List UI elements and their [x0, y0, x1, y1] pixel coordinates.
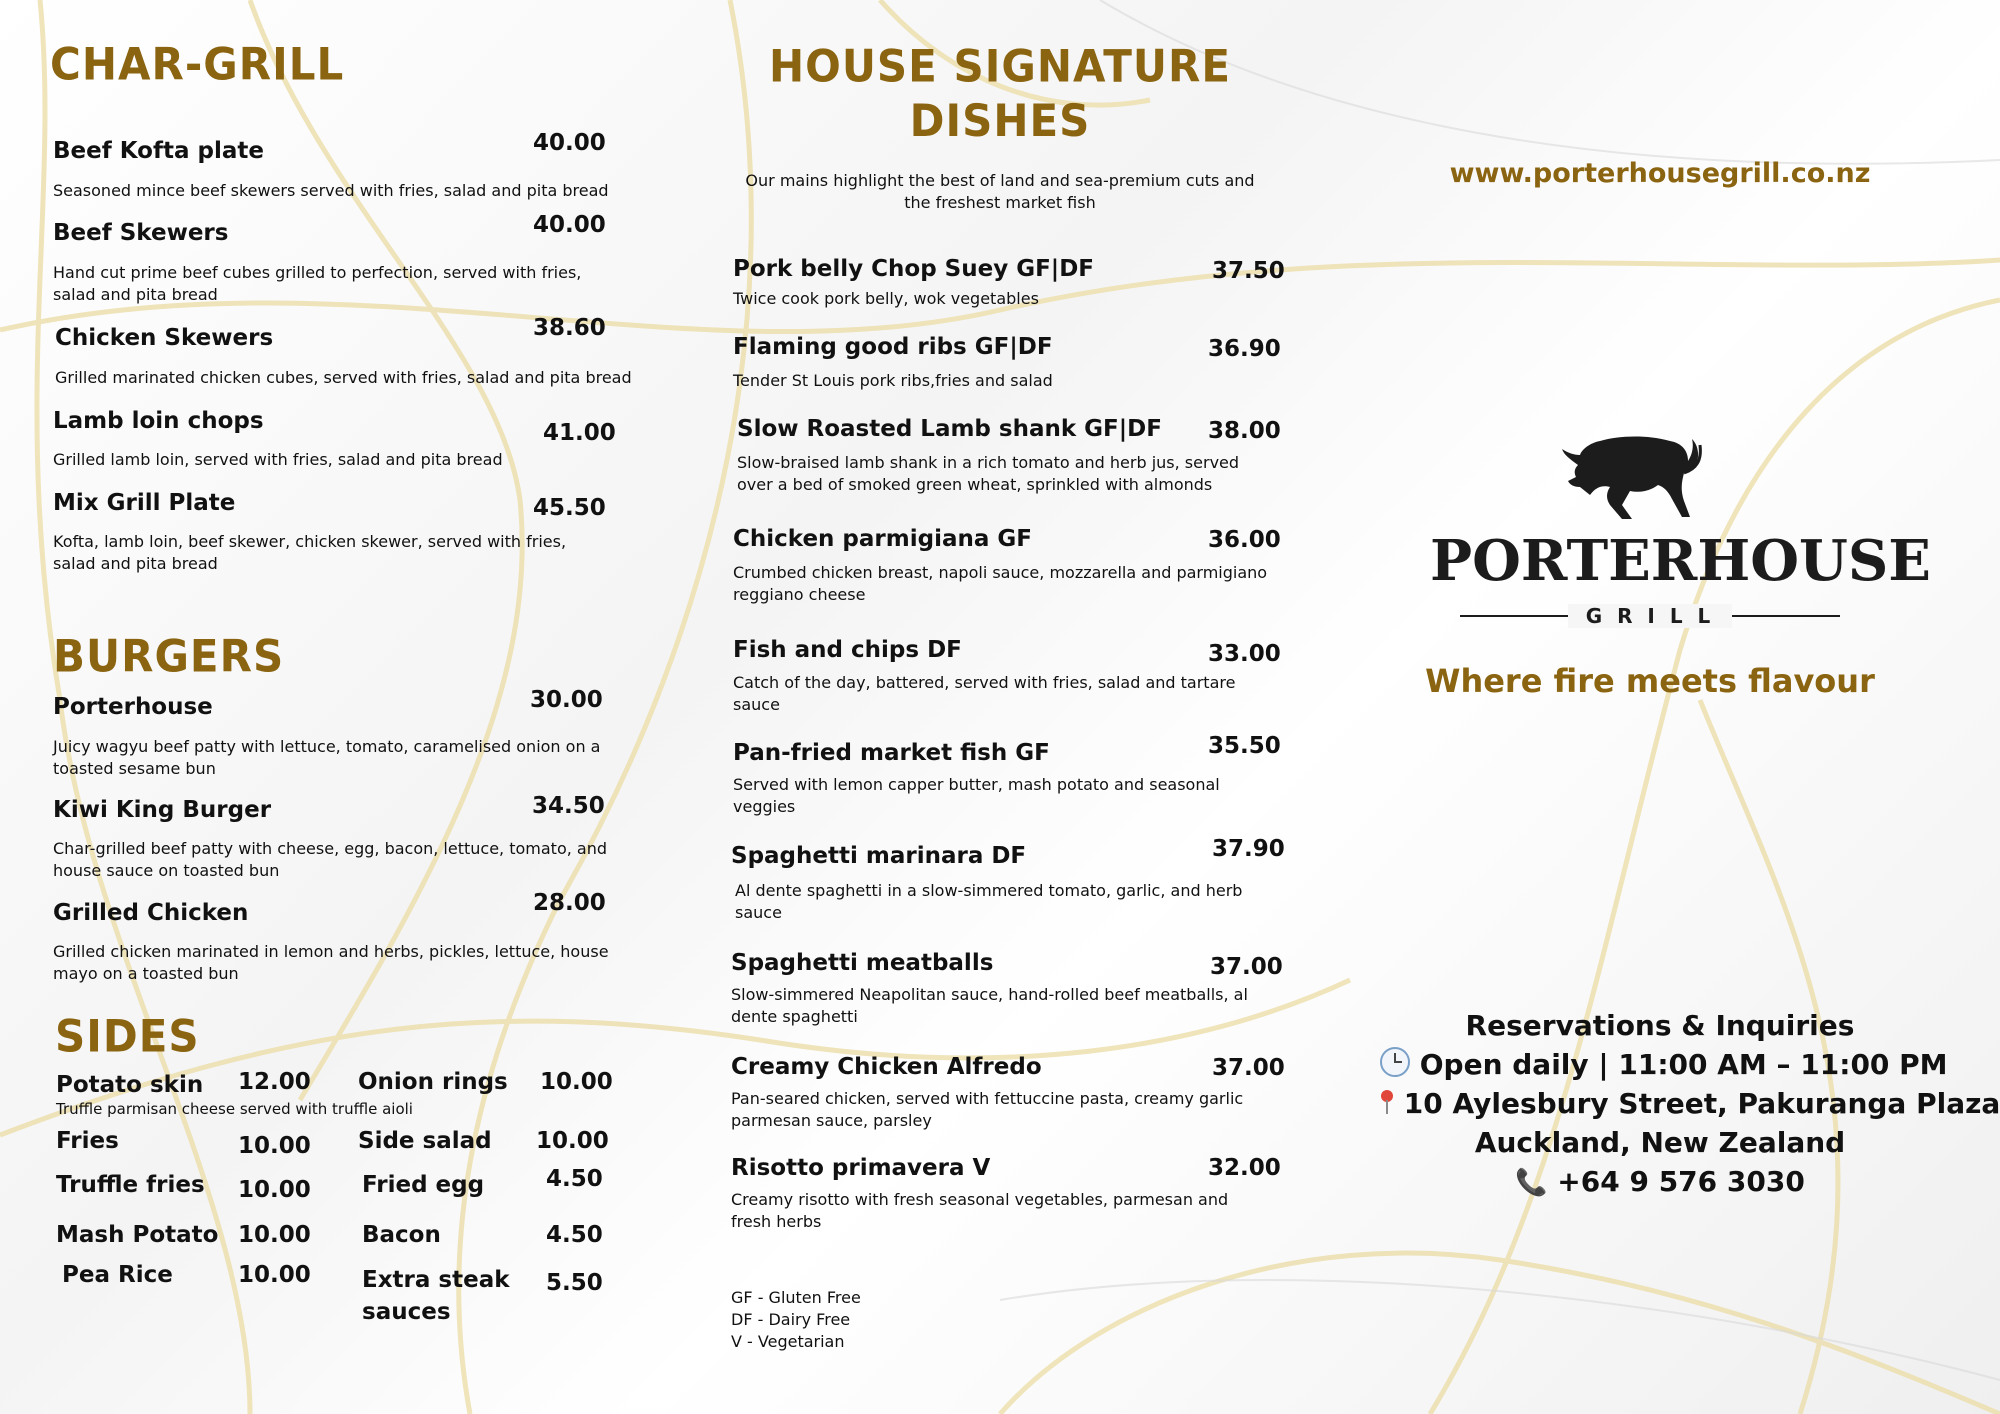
side-item-name: Pea Rice — [62, 1262, 173, 1288]
menu-item-desc: Slow-simmered Neapolitan sauce, hand-rolled beef meatballs, al dente spaghetti — [731, 985, 1248, 1026]
menu-item-name: Pan-fried market fish GF — [733, 740, 1050, 766]
side-item-price: 4.50 — [546, 1166, 603, 1192]
menu-item-name: Flaming good ribs GF|DF — [733, 334, 1053, 360]
side-item-price: 10.00 — [540, 1069, 613, 1095]
menu-item-desc: Catch of the day, battered, served with fries, salad and tartare sauce — [733, 673, 1236, 714]
legend-df: DF - Dairy Free — [731, 1310, 851, 1329]
side-item-price: 10.00 — [238, 1222, 311, 1248]
menu-item-desc: Served with lemon capper butter, mash potato and seasonal veggies — [733, 775, 1220, 816]
hours-row — [1380, 1045, 1948, 1084]
pin-icon — [1380, 1090, 1394, 1116]
menu-item-price: 38.00 — [1208, 418, 1281, 444]
menu-item-desc: Slow-braised lamb shank in a rich tomato and herb jus, served over a bed of smoked green wheat, sprinkled with almonds — [737, 453, 1240, 494]
menu-item-price: 45.50 — [533, 495, 606, 521]
menu-item-price: 40.00 — [533, 130, 606, 156]
menu-item-desc: Kofta, lamb loin, beef skewer, chicken skewer, served with fries, salad and pita bread — [53, 532, 567, 573]
menu-item-name: Lamb loin chops — [53, 408, 264, 434]
logo-subtitle: G R I L L — [1568, 604, 1732, 628]
menu-item-price: 37.00 — [1212, 1055, 1285, 1081]
menu-item-name: Beef Skewers — [53, 220, 229, 246]
menu-item-desc: Grilled lamb loin, served with fries, salad and pita bread — [53, 450, 503, 469]
menu-item-name: Chicken parmigiana GF — [733, 526, 1032, 552]
clock-icon — [1380, 1047, 1410, 1077]
menu-item-desc: Pan-seared chicken, served with fettuccine pasta, creamy garlic parmesan sauce, parsley — [731, 1089, 1244, 1130]
menu-item-name: Pork belly Chop Suey GF|DF — [733, 256, 1094, 282]
side-item-name: Side salad — [358, 1128, 492, 1154]
menu-item-name: Chicken Skewers — [55, 325, 274, 351]
menu-item-desc: Twice cook pork belly, wok vegetables — [733, 289, 1039, 308]
side-item-name: Bacon — [362, 1222, 441, 1248]
menu-item-price: 35.50 — [1208, 733, 1281, 759]
menu-item-name: Slow Roasted Lamb shank GF|DF — [737, 416, 1162, 442]
menu-item-price: 33.00 — [1208, 641, 1281, 667]
menu-item-name: Mix Grill Plate — [53, 490, 236, 516]
side-item-name: Fries — [56, 1128, 119, 1154]
side-item-price: 10.00 — [238, 1177, 311, 1203]
hours-text: Open daily | 11:00 AM – 11:00 PM — [1419, 1048, 1948, 1081]
sides-heading: SIDES — [55, 1010, 200, 1063]
menu-item-desc: Al dente spaghetti in a slow-simmered tomato, garlic, and herb sauce — [735, 881, 1243, 922]
menu-item-desc: Creamy risotto with fresh seasonal vegetables, parmesan and fresh herbs — [731, 1190, 1229, 1231]
menu-item-price: 28.00 — [533, 890, 606, 916]
address-row — [1380, 1084, 2000, 1123]
side-item-price: 5.50 — [546, 1270, 603, 1296]
menu-item-name: Spaghetti meatballs — [731, 950, 994, 976]
signature-heading — [700, 39, 1300, 148]
menu-item-desc: Hand cut prime beef cubes grilled to perfection, served with fries, salad and pita bread — [53, 263, 582, 304]
menu-item-desc: Tender St Louis pork ribs,fries and salad — [733, 371, 1053, 390]
menu-item-price: 37.00 — [1210, 954, 1283, 980]
menu-item-price: 32.00 — [1208, 1155, 1281, 1181]
menu-item-desc: Grilled chicken marinated in lemon and herbs, pickles, lettuce, house mayo on a toasted bun — [53, 942, 609, 983]
menu-item-name: Beef Kofta plate — [53, 138, 264, 164]
logo-wordmark: PORTERHOUSE — [1430, 528, 1931, 594]
menu-item-price: 30.00 — [530, 687, 603, 713]
menu-item-desc: Grilled marinated chicken cubes, served with fries, salad and pita bread — [55, 368, 632, 387]
menu-item-name: Grilled Chicken — [53, 900, 249, 926]
phone-text[interactable]: +64 9 576 3030 — [1557, 1165, 1805, 1198]
menu-item-desc: Juicy wagyu beef patty with lettuce, tomato, caramelised onion on a toasted sesame bun — [53, 737, 601, 778]
side-item-price: 12.00 — [238, 1069, 311, 1095]
side-item-note: Truffle parmisan cheese served with truffle aioli — [56, 1100, 413, 1118]
menu-item-price: 37.90 — [1212, 836, 1285, 862]
menu-item-price: 36.90 — [1208, 336, 1281, 362]
side-item-name: Mash Potato — [56, 1222, 219, 1248]
side-item-name: Potato skin — [56, 1072, 204, 1098]
side-item-name: Truffle fries — [56, 1172, 205, 1198]
menu-item-name: Porterhouse — [53, 694, 213, 720]
menu-item-price: 41.00 — [543, 420, 616, 446]
menu-item-price: 40.00 — [533, 212, 606, 238]
signature-heading-line1: HOUSE SIGNATURE — [768, 40, 1232, 92]
side-item-name: Fried egg — [362, 1172, 485, 1198]
legend-v: V - Vegetarian — [731, 1332, 845, 1351]
menu-item-name: Spaghetti marinara DF — [731, 843, 1027, 869]
phone-row — [1380, 1162, 1940, 1203]
menu-item-price: 34.50 — [532, 793, 605, 819]
signature-intro: Our mains highlight the best of land and sea-premium cuts and the freshest market fish — [745, 171, 1255, 212]
side-item-price: 10.00 — [238, 1262, 311, 1288]
menu-item-price: 37.50 — [1212, 258, 1285, 284]
signature-heading-line2: DISHES — [909, 95, 1091, 147]
menu-item-name: Creamy Chicken Alfredo — [731, 1054, 1042, 1080]
menu-item-desc: Crumbed chicken breast, napoli sauce, mozzarella and parmigiano reggiano cheese — [733, 563, 1268, 604]
side-item-price: 4.50 — [546, 1222, 603, 1248]
menu-item-name: Kiwi King Burger — [53, 797, 272, 823]
bull-logo-icon — [1560, 425, 1710, 525]
address-line1: 10 Aylesbury Street, Pakuranga Plaza — [1403, 1087, 2000, 1120]
side-item-name: Onion rings — [358, 1069, 508, 1095]
menu-item-desc: Seasoned mince beef skewers served with fries, salad and pita bread — [53, 181, 609, 200]
menu-item-name: Fish and chips DF — [733, 637, 962, 663]
website-link[interactable]: www.porterhousegrill.co.nz — [1449, 158, 1871, 189]
char-grill-heading: CHAR-GRILL — [50, 38, 345, 91]
burgers-heading: BURGERS — [53, 630, 285, 683]
side-item-price: 10.00 — [536, 1128, 609, 1154]
side-item-name: Extra steak sauces — [362, 1267, 510, 1325]
tagline: Where fire meets flavour — [1425, 662, 1875, 700]
side-item-price: 10.00 — [238, 1133, 311, 1159]
legend-gf: GF - Gluten Free — [731, 1288, 861, 1307]
contact-title: Reservations & Inquiries — [1465, 1009, 1855, 1042]
menu-item-desc: Char-grilled beef patty with cheese, egg, bacon, lettuce, tomato, and house sauce on toasted bun — [53, 839, 607, 880]
menu-item-price: 38.60 — [533, 315, 606, 341]
menu-item-price: 36.00 — [1208, 527, 1281, 553]
address-line2: Auckland, New Zealand — [1474, 1126, 1846, 1159]
phone-icon: 📞 — [1515, 1168, 1548, 1198]
menu-item-name: Risotto primavera V — [731, 1155, 991, 1181]
diet-legend — [731, 1287, 861, 1353]
